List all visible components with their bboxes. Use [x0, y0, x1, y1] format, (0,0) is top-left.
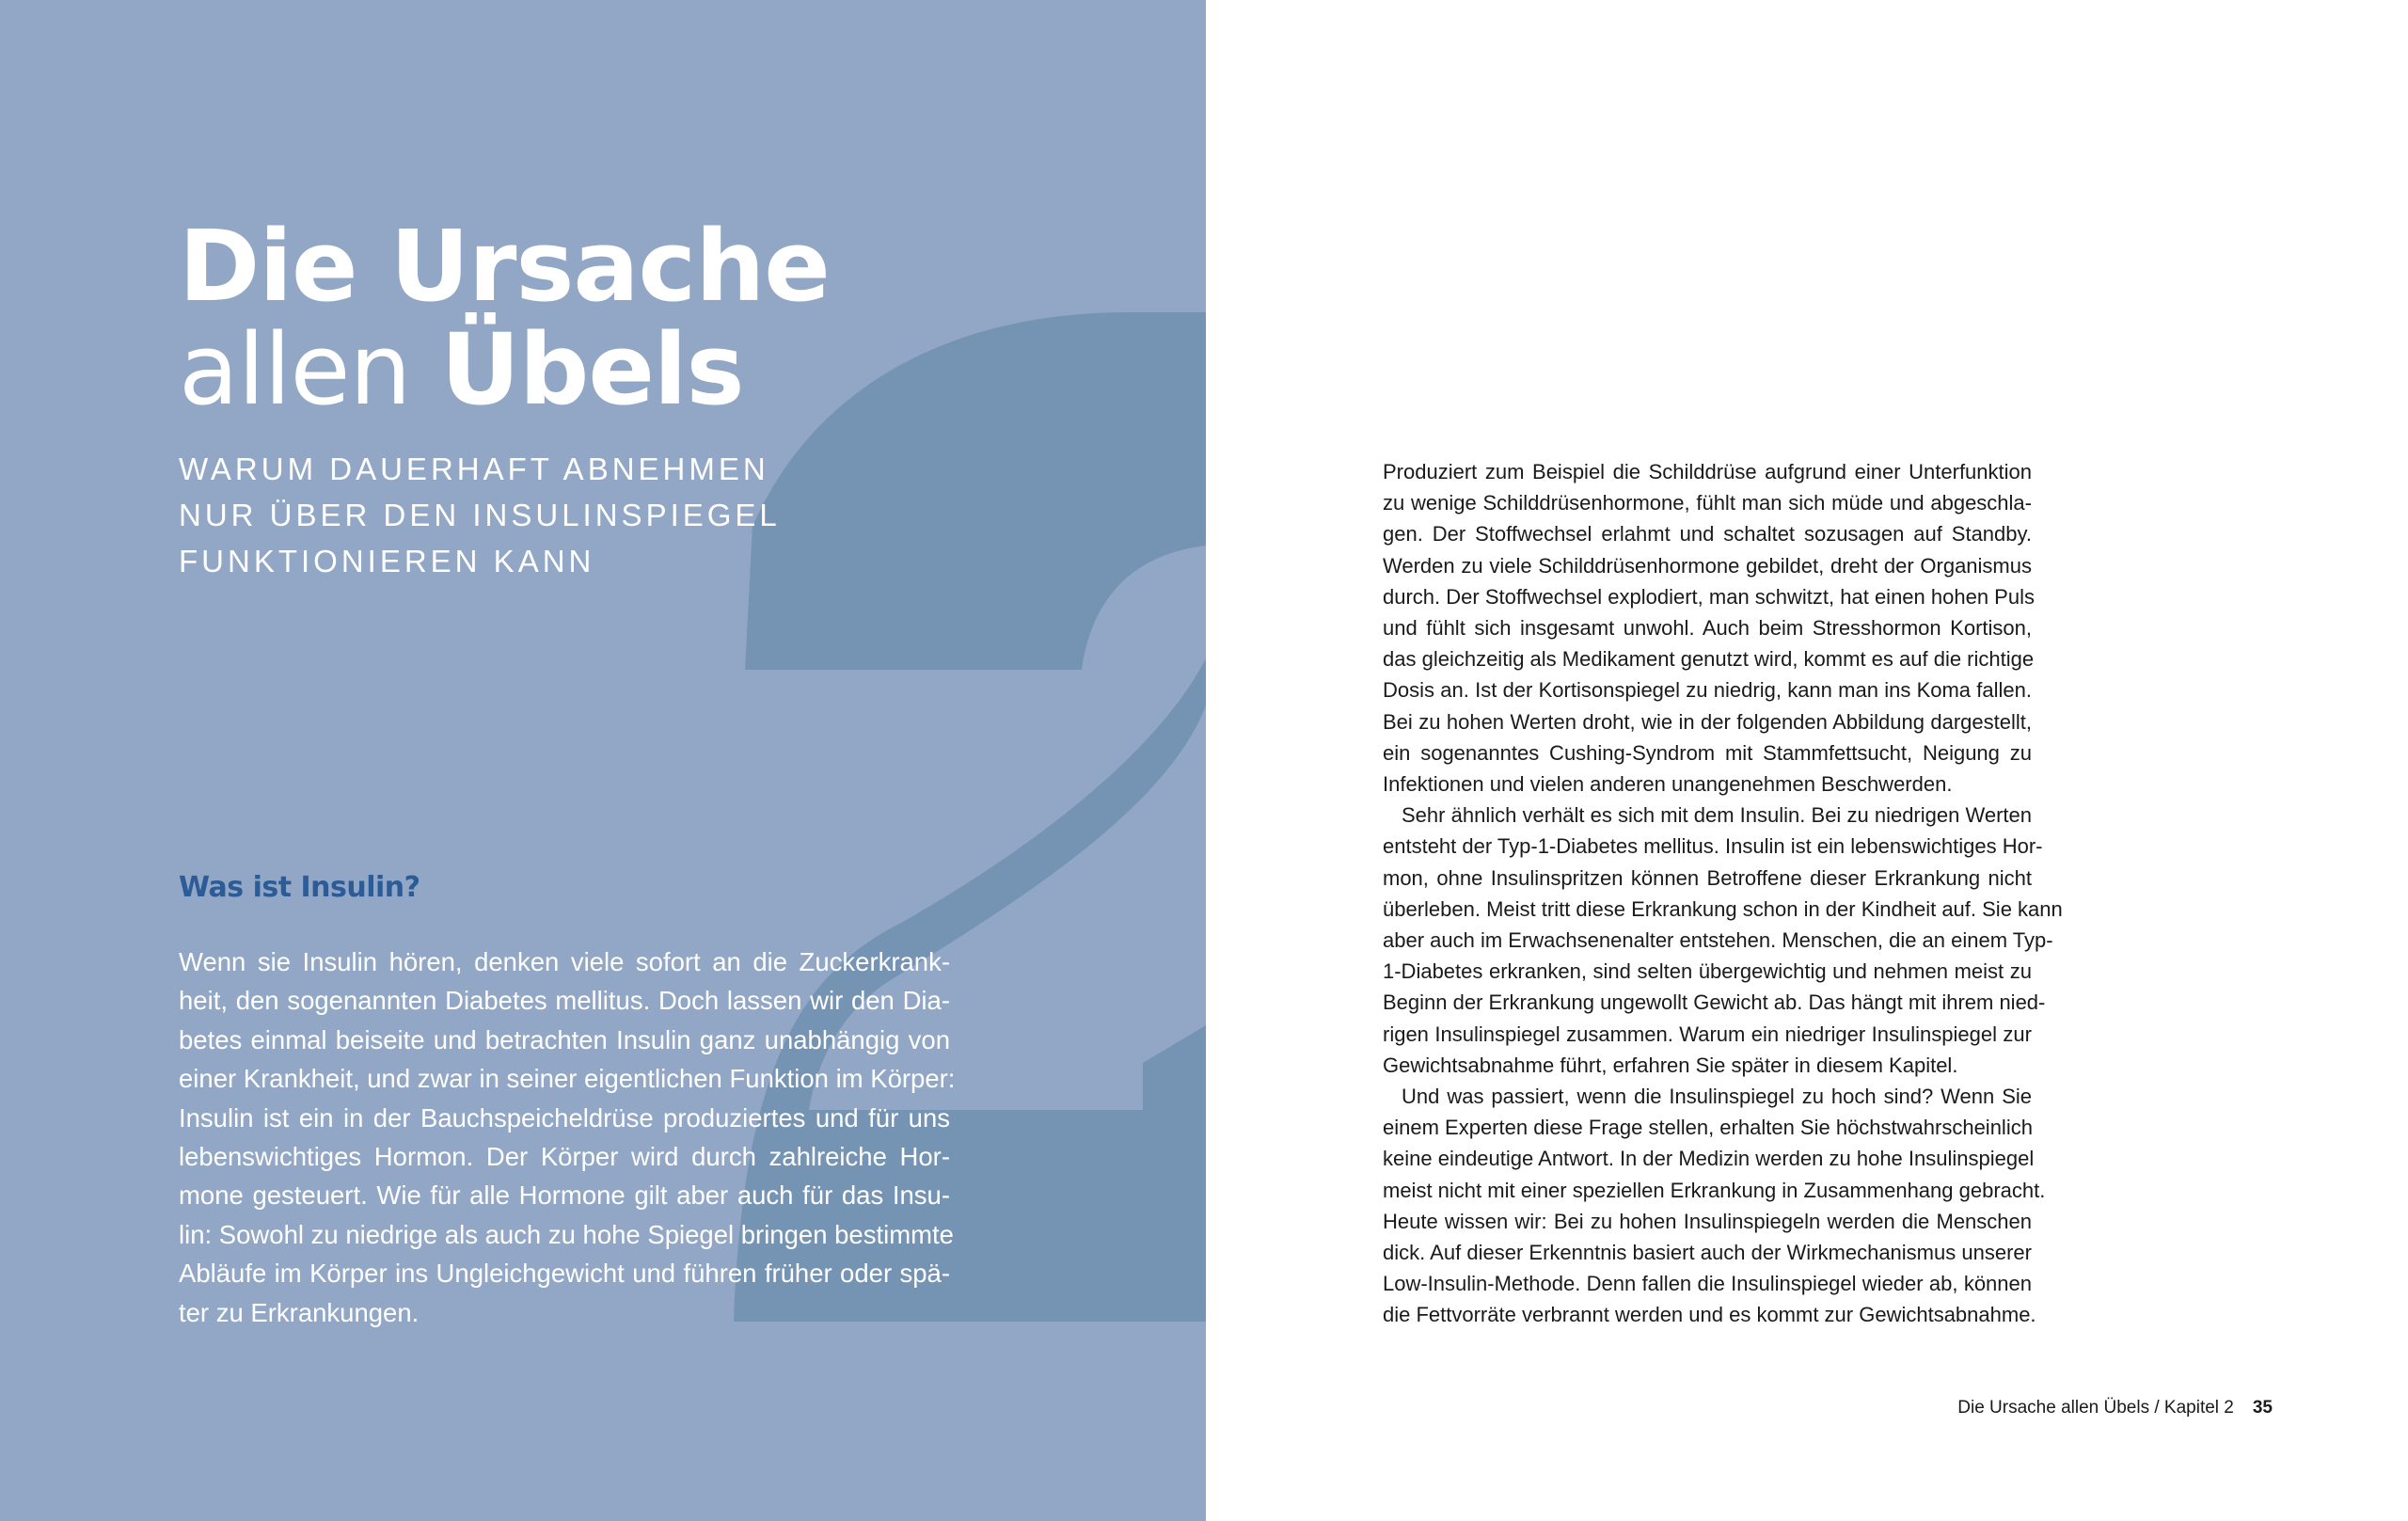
page-number: 35: [2252, 1398, 2273, 1418]
body-line: meist nicht mit einer speziellen Erkrankung in Zusammenhang gebracht.: [1383, 1178, 2046, 1202]
running-title: Die Ursache allen Übels / Kapitel 2: [1957, 1398, 2234, 1418]
body-line: durch. Der Stoffwechsel explodiert, man schwitzt, hat einen hohen Puls: [1383, 584, 2035, 609]
body-line: mon, ohne Insulinspritzen können Betroffene dieser Erkrankung nicht: [1383, 865, 2032, 890]
body-line: überleben. Meist tritt diese Erkrankung schon in der Kindheit auf. Sie kann: [1383, 896, 2063, 921]
body-line: keine eindeutige Antwort. In der Medizin werden zu hohe Insulinspiegel: [1383, 1147, 2035, 1171]
intro-line: Insulin ist ein in der Bauchspeicheldrüse produziertes und für uns: [179, 1102, 950, 1133]
intro-line: ter zu Erkrankungen.: [179, 1297, 420, 1327]
intro-line: mone gesteuert. Wie für alle Hormone gilt aber auch für das Insu-: [179, 1180, 950, 1211]
body-line: Low-Insulin-Methode. Denn fallen die Insulinspiegel wieder ab, können: [1383, 1272, 2032, 1296]
body-text: [1383, 456, 2063, 1331]
body-line: Bei zu hohen Werten droht, wie in der folgenden Abbildung dargestellt,: [1383, 709, 2032, 734]
body-line: die Fettvorräte verbrannt werden und es kommt zur Gewichtsabnahme.: [1383, 1303, 2036, 1327]
title-line-1: Die Ursache: [179, 209, 830, 324]
intro-line: Abläufe im Körper ins Ungleichgewicht und führen früher oder spä-: [179, 1259, 950, 1289]
body-line: das gleichzeitig als Medikament genutzt wird, kommt es auf die richtige: [1383, 647, 2035, 672]
section-heading: Was ist Insulin?: [179, 871, 420, 904]
body-line: und fühlt sich insgesamt unwohl. Auch beim Stresshormon Kortison,: [1383, 616, 2032, 641]
body-line: gen. Der Stoffwechsel erlahmt und schaltet sozusagen auf Standby.: [1383, 522, 2032, 547]
intro-line: einer Krankheit, und zwar in seiner eigentlichen Funktion im Körper:: [179, 1064, 956, 1094]
intro-line: betes einmal beiseite und betrachten Insulin ganz unabhängig von: [179, 1024, 950, 1054]
title-line-2: [179, 312, 1025, 427]
chapter-title: [179, 209, 1025, 427]
right-page: [1206, 0, 2408, 1521]
body-line: entsteht der Typ-1-Diabetes mellitus. Insulin ist ein lebenswichtiges Hor-: [1383, 834, 2043, 859]
body-line: rigen Insulinspiegel zusammen. Warum ein niedriger Insulinspiegel zur: [1383, 1022, 2032, 1046]
body-line: zu wenige Schilddrüsenhormone, fühlt man sich müde und abgeschla-: [1383, 491, 2032, 515]
intro-paragraph: [179, 943, 956, 1332]
body-line: einem Experten diese Frage stellen, erhalten Sie höchstwahrscheinlich: [1383, 1116, 2033, 1140]
intro-line: heit, den sogenannten Diabetes mellitus. Doch lassen wir den Dia-: [179, 986, 950, 1016]
body-line: ein sogenanntes Cushing-Syndrom mit Stammfettsucht, Neigung zu: [1383, 740, 2032, 765]
intro-line: lin: Sowohl zu niedrige als auch zu hohe Spiegel bringen bestimmte: [179, 1219, 954, 1249]
page-footer: [1957, 1396, 2273, 1420]
body-line: dick. Auf dieser Erkenntnis basiert auch der Wirkmechanismus unserer: [1383, 1241, 2032, 1265]
body-line: 1-Diabetes erkranken, sind selten übergewichtig und nehmen meist zu: [1383, 959, 2032, 984]
body-line: Werden zu viele Schilddrüsenhormone gebildet, dreht der Organismus: [1383, 553, 2032, 578]
title-line-2-bold: Übels: [440, 312, 744, 427]
body-line: aber auch im Erwachsenenalter entstehen. Menschen, die an einem Typ-: [1383, 928, 2053, 953]
chapter-subtitle: [179, 446, 931, 584]
body-line: Produziert zum Beispiel die Schilddrüse aufgrund einer Unterfunktion: [1383, 460, 2032, 483]
body-line: Gewichtsabnahme führt, erfahren Sie später in diesem Kapitel.: [1383, 1053, 1958, 1077]
title-line-2-light: allen: [179, 312, 441, 427]
body-line: Beginn der Erkrankung ungewollt Gewicht ab. Das hängt mit ihrem nied-: [1383, 990, 2046, 1015]
body-line: Sehr ähnlich verhält es sich mit dem Insulin. Bei zu niedrigen Werten: [1402, 803, 2032, 828]
intro-line: Wenn sie Insulin hören, denken viele sofort an die Zuckerkrank-: [179, 947, 950, 976]
body-line: Infektionen und vielen anderen unangenehmen Beschwerden.: [1383, 772, 1953, 797]
subtitle-line: WARUM DAUERHAFT ABNEHMEN: [179, 452, 769, 486]
intro-line: lebenswichtiges Hormon. Der Körper wird durch zahlreiche Hor-: [179, 1142, 950, 1172]
body-line: Heute wissen wir: Bei zu hohen Insulinspiegeln werden die Menschen: [1383, 1209, 2032, 1233]
subtitle-line: FUNKTIONIEREN KANN: [179, 544, 595, 578]
body-line: Dosis an. Ist der Kortisonspiegel zu niedrig, kann man ins Koma fallen.: [1383, 678, 2032, 703]
body-line: Und was passiert, wenn die Insulinspiegel zu hoch sind? Wenn Sie: [1402, 1085, 2032, 1109]
subtitle-line: NUR ÜBER DEN INSULINSPIEGEL: [179, 498, 781, 532]
